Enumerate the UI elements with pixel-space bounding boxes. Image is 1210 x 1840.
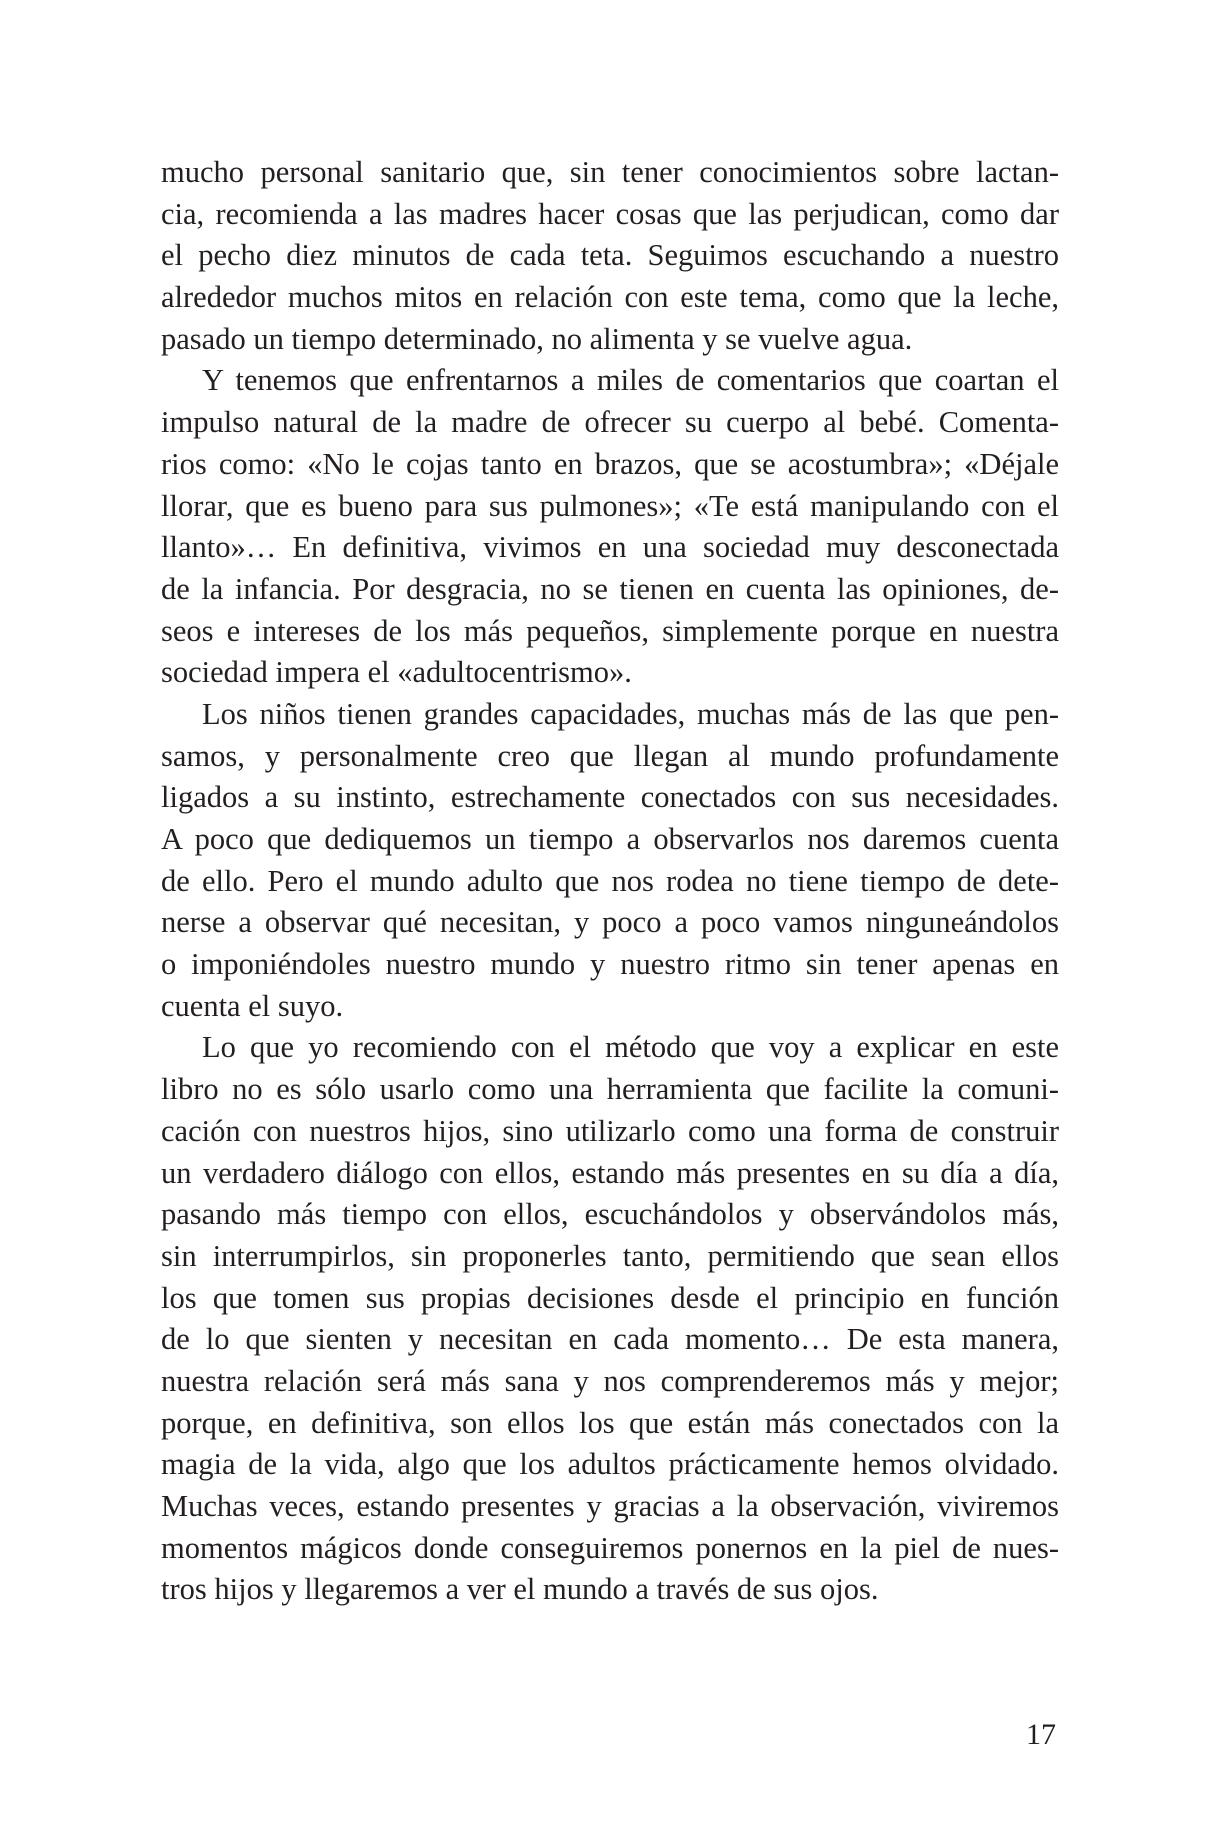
text-line: Los niños tienen grandes capacidades, muchas más de las que pen- (202, 696, 1059, 731)
text-line: nerse a observar qué necesitan, y poco a poco vamos ninguneándolos (161, 905, 1059, 940)
text-line: alrededor muchos mitos en relación con este tema, como que la leche, (161, 280, 1059, 315)
text-line: pasado un tiempo determinado, no alimenta y se vuelve agua. (161, 321, 913, 356)
text-line: cuenta el suyo. (161, 988, 344, 1023)
text-line: un verdadero diálogo con ellos, estando más presentes en su día a día, (161, 1155, 1059, 1190)
paragraph (161, 694, 1059, 1028)
text-line: Lo que yo recomiendo con el método que voy a explicar en este (202, 1030, 1059, 1065)
text-line: mucho personal sanitario que, sin tener conocimientos sobre lactan- (161, 155, 1059, 189)
text-line: seos e intereses de los más pequeños, simplemente porque en nuestra (161, 613, 1059, 648)
text-line: samos, y personalmente creo que llegan al mundo profundamente (161, 738, 1059, 773)
text-line: los que tomen sus propias decisiones desde el principio en función (161, 1280, 1059, 1315)
text-line: magia de la vida, algo que los adultos prácticamente hemos olvidado. (161, 1447, 1059, 1482)
text-line: pasando más tiempo con ellos, escuchándolos y observándolos más, (161, 1197, 1059, 1232)
paragraph (161, 1027, 1059, 1611)
text-line: sin interrumpirlos, sin proponerles tanto, permitiendo que sean ellos (161, 1238, 1059, 1273)
text-line: A poco que dediquemos un tiempo a observarlos nos daremos cuenta (161, 822, 1059, 856)
text-line: de la infancia. Por desgracia, no se tienen en cuenta las opiniones, de- (161, 571, 1059, 606)
page-number: 17 (1026, 1718, 1056, 1751)
text-line: el pecho diez minutos de cada teta. Seguimos escuchando a nuestro (161, 238, 1059, 273)
text-line: de lo que sienten y necesitan en cada momento… De esta manera, (161, 1322, 1059, 1357)
body-text (161, 152, 1059, 1611)
text-line: libro no es sólo usarlo como una herramienta que facilite la comuni- (161, 1072, 1059, 1107)
text-line: Muchas veces, estando presentes y gracias a la observación, viviremos (161, 1489, 1059, 1523)
text-line: impulso natural de la madre de ofrecer su cuerpo al bebé. Comenta- (161, 405, 1059, 440)
text-line: sociedad impera el «adultocentrismo». (161, 655, 632, 690)
text-line: tros hijos y llegaremos a ver el mundo a través de sus ojos. (161, 1572, 879, 1607)
text-line: cación con nuestros hijos, sino utilizarlo como una forma de construir (161, 1113, 1059, 1148)
text-line: ligados a su instinto, estrechamente conectados con sus necesidades. (161, 780, 1059, 815)
text-line: porque, en definitiva, son ellos los que están más conectados con la (161, 1405, 1059, 1440)
text-line: llorar, que es bueno para sus pulmones»; «Te está manipulando con el (161, 488, 1059, 523)
text-line: de ello. Pero el mundo adulto que nos rodea no tiene tiempo de dete- (161, 863, 1059, 898)
text-line: cia, recomienda a las madres hacer cosas que las perjudican, como dar (161, 196, 1059, 231)
text-line: rios como: «No le cojas tanto en brazos, que se acostumbra»; «Déjale (161, 446, 1059, 481)
text-line: momentos mágicos donde conseguiremos ponernos en la piel de nues- (161, 1530, 1059, 1565)
text-line: o imponiéndoles nuestro mundo y nuestro ritmo sin tener apenas en (161, 947, 1059, 982)
text-line: llanto»… En definitiva, vivimos en una sociedad muy desconectada (161, 530, 1059, 565)
paragraph (161, 152, 1059, 360)
text-line: Y tenemos que enfrentarnos a miles de comentarios que coartan el (202, 363, 1059, 398)
text-line: nuestra relación será más sana y nos comprenderemos más y mejor; (161, 1363, 1059, 1398)
paragraph (161, 360, 1059, 694)
